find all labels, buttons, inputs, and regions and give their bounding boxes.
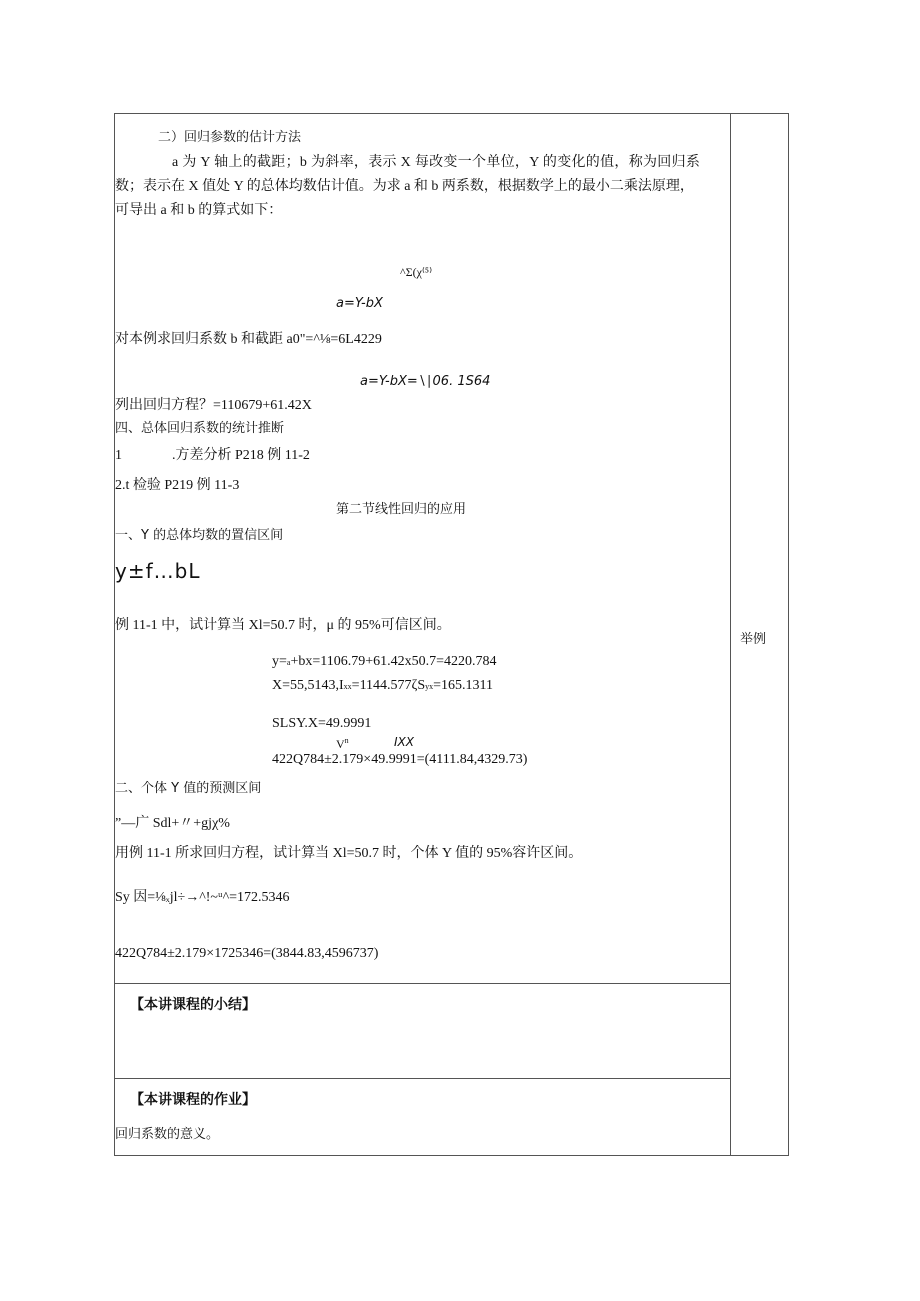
section4-item1-num: 1 (115, 448, 122, 463)
section4-item1: .方差分析 P218 例 11-2 (172, 448, 310, 463)
summary-title: 【本讲课程的小结】 (130, 997, 256, 1013)
calc-line-1: y=a+bx=1106.79+61.42x50.7=4220.784 (272, 654, 497, 669)
homework-content: 回归系数的意义。 (115, 1127, 220, 1142)
part1-example: 例 11-1 中，试计算当 Xl=50.7 时，μ 的 95%可信区间。 (115, 618, 451, 633)
calc-line-2: X=55,5143,Ixx=1144.577ζSyx=165.1311 (272, 678, 494, 693)
para-line-2: 数；表示在 X 值处 Y 的总体均数估计值。为求 a 和 b 两系数，根据数学上的最小二乘法原理， (115, 179, 694, 194)
calc-line-3: SLSY.X=49.9991 (272, 716, 372, 731)
a-equation: a=Y-bX (336, 296, 383, 311)
calc-line-4b: IXX (394, 735, 414, 749)
side-label: 举例 (740, 632, 767, 647)
section2-title: 二）回归参数的估计方法 (158, 130, 302, 145)
section-heading: 第二节线性回归的应用 (336, 502, 467, 517)
example-ab: 对本例求回归系数 b 和截距 a0"=^⅛=6L4229 (115, 332, 382, 347)
part2-calc-1: Sy 因=⅛ₓjl÷→^ǃ~ᵘ^=172.5346 (115, 890, 290, 905)
homework-title: 【本讲课程的作业】 (130, 1092, 256, 1108)
row-divider-summary (114, 983, 730, 984)
part2-example: 用例 11-1 所求回归方程，试计算当 Xl=50.7 时，个体 Y 值的 95%容许区间。 (115, 846, 583, 861)
section4-title: 四、总体回归系数的统计推断 (115, 421, 285, 436)
calc-line-4a: $V^n$ (336, 736, 349, 751)
para-line-3: 可导出 a 和 b 的算式如下： (115, 203, 283, 218)
part1-title: 一、Y 的总体均数的置信区间 (115, 528, 284, 543)
regression-equation: 列出回归方程？=110679+61.42X (115, 398, 312, 413)
row-divider-homework (114, 1078, 730, 1079)
para-line-1: a 为 Y 轴上的截距；b 为斜率，表示 X 每改变一个单位，Y 的变化的值，称为回归系 (172, 155, 701, 170)
calc-line-5: 422Q784±2.179×49.9991=(4111.84,4329.73) (272, 752, 528, 767)
part2-title: 二、个体 Y 值的预测区间 (115, 781, 262, 796)
part2-formula: ”—广 Sdl+〃+gjχ% (115, 816, 230, 831)
section4-item2: 2.t 检验 P219 例 11-3 (115, 478, 240, 493)
part1-formula: y±f…bL (115, 559, 201, 583)
sigma-formula: ^Σ(χ⁽⁵⁾ (400, 265, 433, 279)
column-divider (730, 113, 731, 1156)
a-result: a=Y-bX=∖∣06. 1S64 (360, 374, 491, 389)
part2-calc-2: 422Q784±2.179×1725346=(3844.83,4596737) (115, 946, 379, 961)
